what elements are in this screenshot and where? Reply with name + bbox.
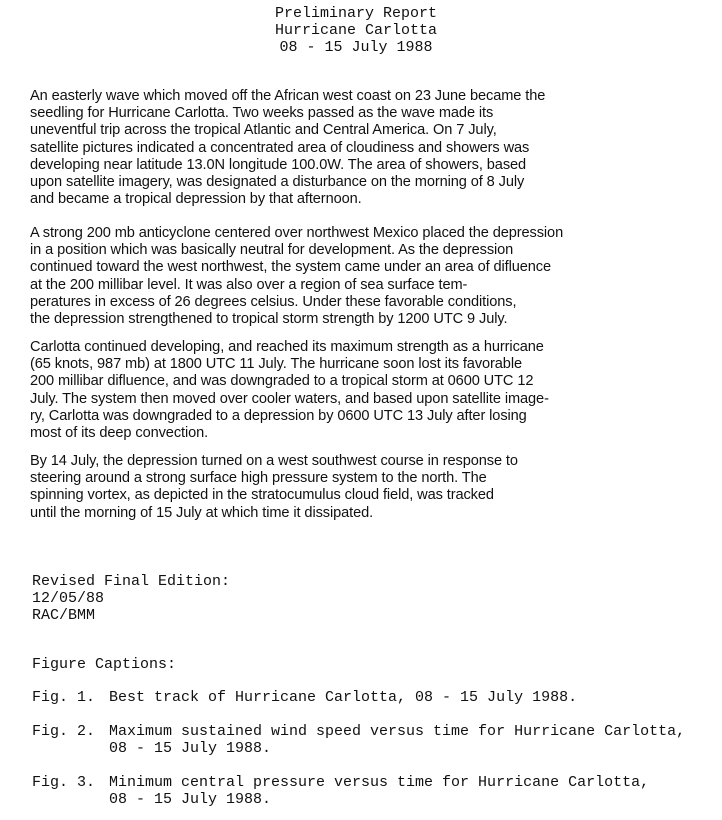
paragraph-line: seedling for Hurricane Carlotta. Two weeks passed as the wave made its xyxy=(30,105,494,122)
paragraph-line: most of its deep convection. xyxy=(30,425,209,442)
paragraph-line: An easterly wave which moved off the African west coast on 23 June became the xyxy=(30,88,546,104)
paragraph-4 xyxy=(30,453,680,522)
paragraph-line: steering around a strong surface high pressure system to the north. The xyxy=(30,470,487,487)
paragraph-line: upon satellite imagery, was designated a disturbance on the morning of 8 July xyxy=(30,174,525,191)
report-dates: 08 - 15 July 1988 xyxy=(279,39,433,56)
revision-label: Revised Final Edition: xyxy=(32,573,231,590)
paragraph-2 xyxy=(30,225,680,328)
paragraph-line: 200 millibar difluence, and was downgraded to a tropical storm at 0600 UTC 12 xyxy=(30,373,534,390)
report-title: Preliminary Report xyxy=(274,5,438,22)
paragraph-line: July. The system then moved over cooler waters, and based upon satellite image- xyxy=(30,390,549,407)
revision-authors: RAC/BMM xyxy=(32,607,96,624)
paragraph-1 xyxy=(30,88,680,208)
paragraph-3 xyxy=(30,339,680,442)
paragraph-line: peratures in excess of 26 degrees celsius. Under these favorable conditions, xyxy=(30,293,517,310)
paragraph-line: satellite pictures indicated a concentrated area of cloudiness and showers was xyxy=(30,139,530,156)
report-header xyxy=(0,5,712,56)
paragraph-line: ry, Carlotta was downgraded to a depression by 0600 UTC 13 July after losing xyxy=(30,407,527,424)
revision-block xyxy=(32,573,230,624)
paragraph-line: A strong 200 mb anticyclone centered over northwest Mexico placed the depression xyxy=(30,225,564,241)
paragraph-line: continued toward the west northwest, the system came under an area of difluence xyxy=(30,259,552,276)
figure-text: Maximum sustained wind speed versus time for Hurricane Carlotta, 08 - 15 July 1988. xyxy=(109,723,686,757)
paragraph-line: Carlotta continued developing, and reached its maximum strength as a hurricane xyxy=(30,339,544,355)
paragraph-line: in a position which was basically neutral for development. As the depression xyxy=(30,242,514,259)
revision-date: 12/05/88 xyxy=(32,590,105,607)
paragraph-line: until the morning of 15 July at which time it dissipated. xyxy=(30,504,374,521)
paragraph-line: the depression strengthened to tropical storm strength by 1200 UTC 9 July. xyxy=(30,311,508,328)
paragraph-line: (65 knots, 987 mb) at 1800 UTC 11 July. The hurricane soon lost its favorable xyxy=(30,356,522,373)
figure-text: Best track of Hurricane Carlotta, 08 - 15 July 1988. xyxy=(109,689,578,706)
figure-text: Minimum central pressure versus time for Hurricane Carlotta, 08 - 15 July 1988. xyxy=(109,774,650,808)
figure-captions-heading: Figure Captions: xyxy=(32,656,177,673)
paragraph-line: and became a tropical depression by that afternoon. xyxy=(30,191,362,208)
figure-label: Fig. 2. xyxy=(32,723,96,740)
storm-name: Hurricane Carlotta xyxy=(274,22,438,39)
paragraph-line: By 14 July, the depression turned on a west southwest course in response to xyxy=(30,453,518,469)
paragraph-line: spinning vortex, as depicted in the stratocumulus cloud field, was tracked xyxy=(30,487,494,504)
paragraph-line: developing near latitude 13.0N longitude 100.0W. The area of showers, based xyxy=(30,156,527,173)
paragraph-line: at the 200 millibar level. It was also over a region of sea surface tem- xyxy=(30,276,468,293)
paragraph-line: uneventful trip across the tropical Atlantic and Central America. On 7 July, xyxy=(30,122,497,139)
figure-label: Fig. 1. xyxy=(32,689,96,706)
figure-label: Fig. 3. xyxy=(32,774,96,791)
